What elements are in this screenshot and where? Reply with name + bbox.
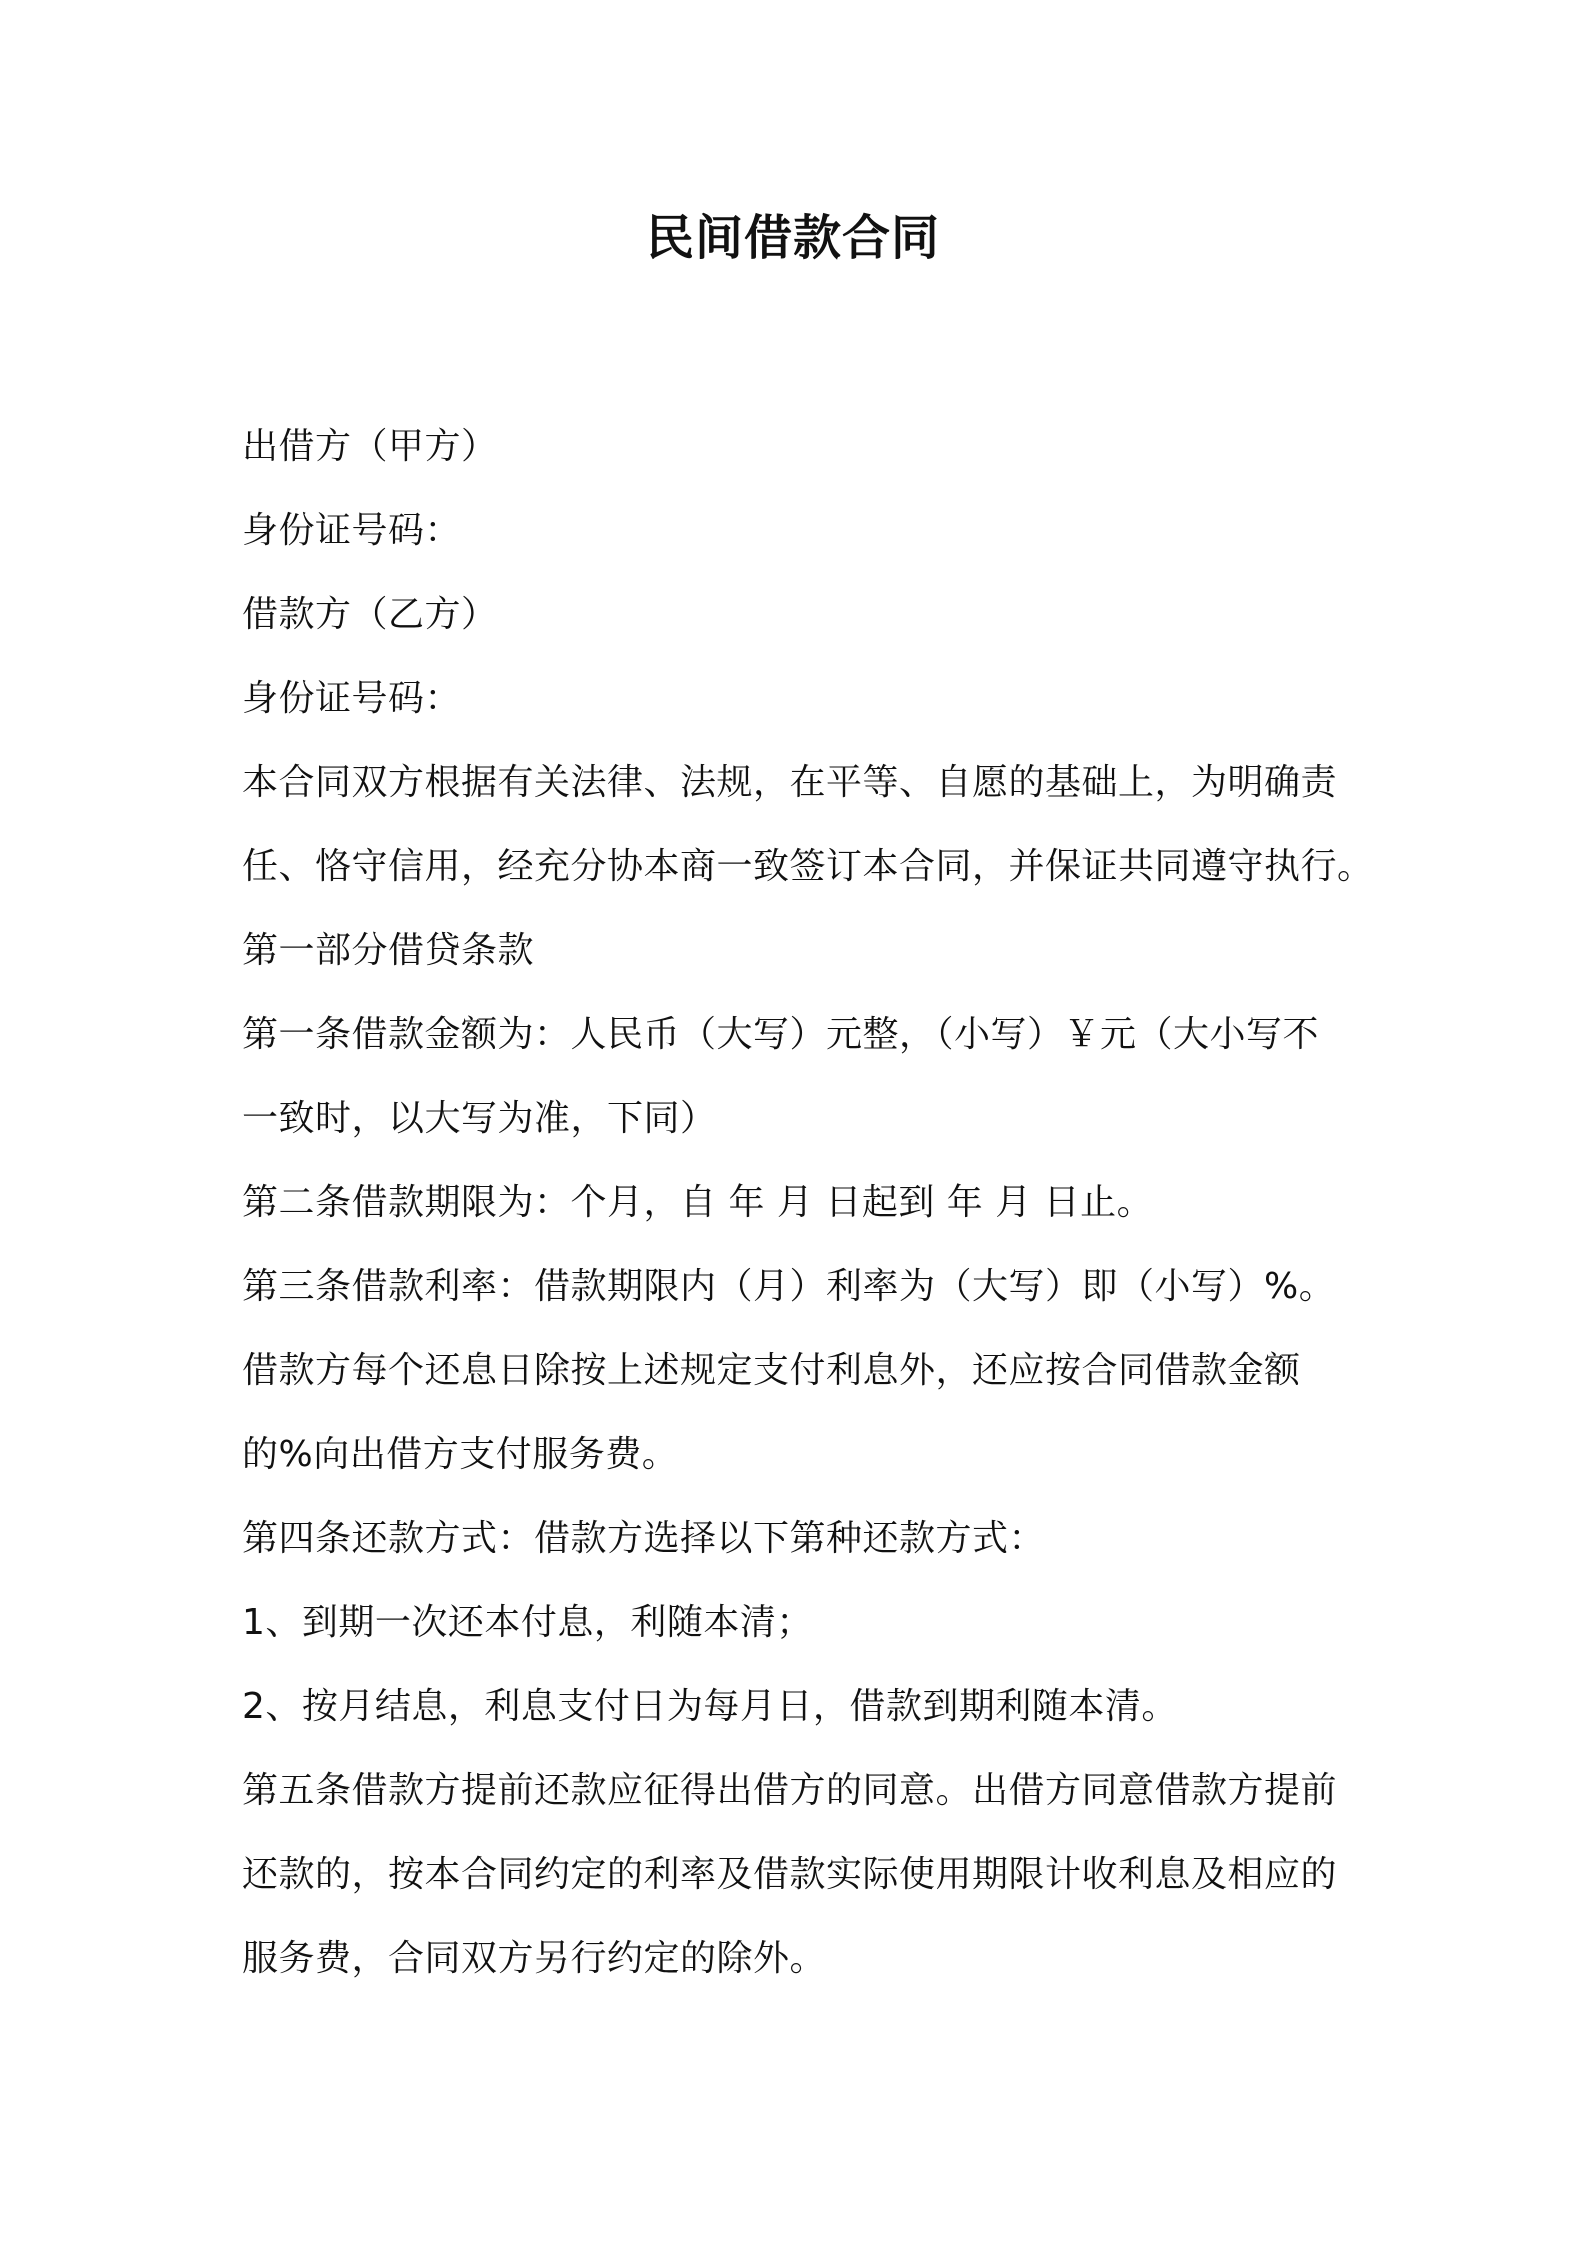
- section-heading: 第一部分借贷条款: [242, 930, 535, 971]
- repayment-option-1: 1、到期一次还本付息，利随本清；: [242, 1602, 813, 1643]
- article-3-line-2: 借款方每个还息日除按上述规定支付利息外，还应按合同借款金额: [242, 1350, 1301, 1391]
- lender-label: 出借方（甲方）: [242, 426, 498, 467]
- article-5-line-2: 还款的，按本合同约定的利率及借款实际使用期限计收利息及相应的: [242, 1854, 1338, 1895]
- article-1-line-2: 一致时，以大写为准，下同）: [242, 1098, 717, 1139]
- repayment-option-2: 2、按月结息，利息支付日为每月日，借款到期利随本清。: [242, 1686, 1178, 1727]
- preamble-line-1: 本合同双方根据有关法律、法规，在平等、自愿的基础上，为明确责: [242, 762, 1338, 803]
- borrower-label: 借款方（乙方）: [242, 594, 498, 635]
- article-5-line-1: 第五条借款方提前还款应征得出借方的同意。出借方同意借款方提前: [242, 1770, 1338, 1811]
- article-5-line-3: 服务费，合同双方另行约定的除外。: [242, 1938, 827, 1979]
- preamble-line-2: 任、恪守信用，经充分协本商一致签订本合同，并保证共同遵守执行。: [242, 846, 1374, 887]
- article-4-line: 第四条还款方式：借款方选择以下第种还款方式：: [242, 1518, 1046, 1559]
- article-2-line: 第二条借款期限为：个月，自 年 月 日起到 年 月 日止。: [242, 1182, 1154, 1223]
- article-3-line-3: 的%向出借方支付服务费。: [242, 1434, 679, 1475]
- lender-id-label: 身份证号码：: [242, 510, 462, 551]
- document-body: [242, 405, 1374, 2001]
- document-title: 民间借款合同: [645, 210, 940, 266]
- article-1-line-1: 第一条借款金额为：人民币（大写）元整，（小写）￥元（大小写不: [242, 1014, 1320, 1055]
- borrower-id-label: 身份证号码：: [242, 678, 462, 719]
- article-3-line-1: 第三条借款利率：借款期限内（月）利率为（大写）即（小写）%。: [242, 1266, 1336, 1307]
